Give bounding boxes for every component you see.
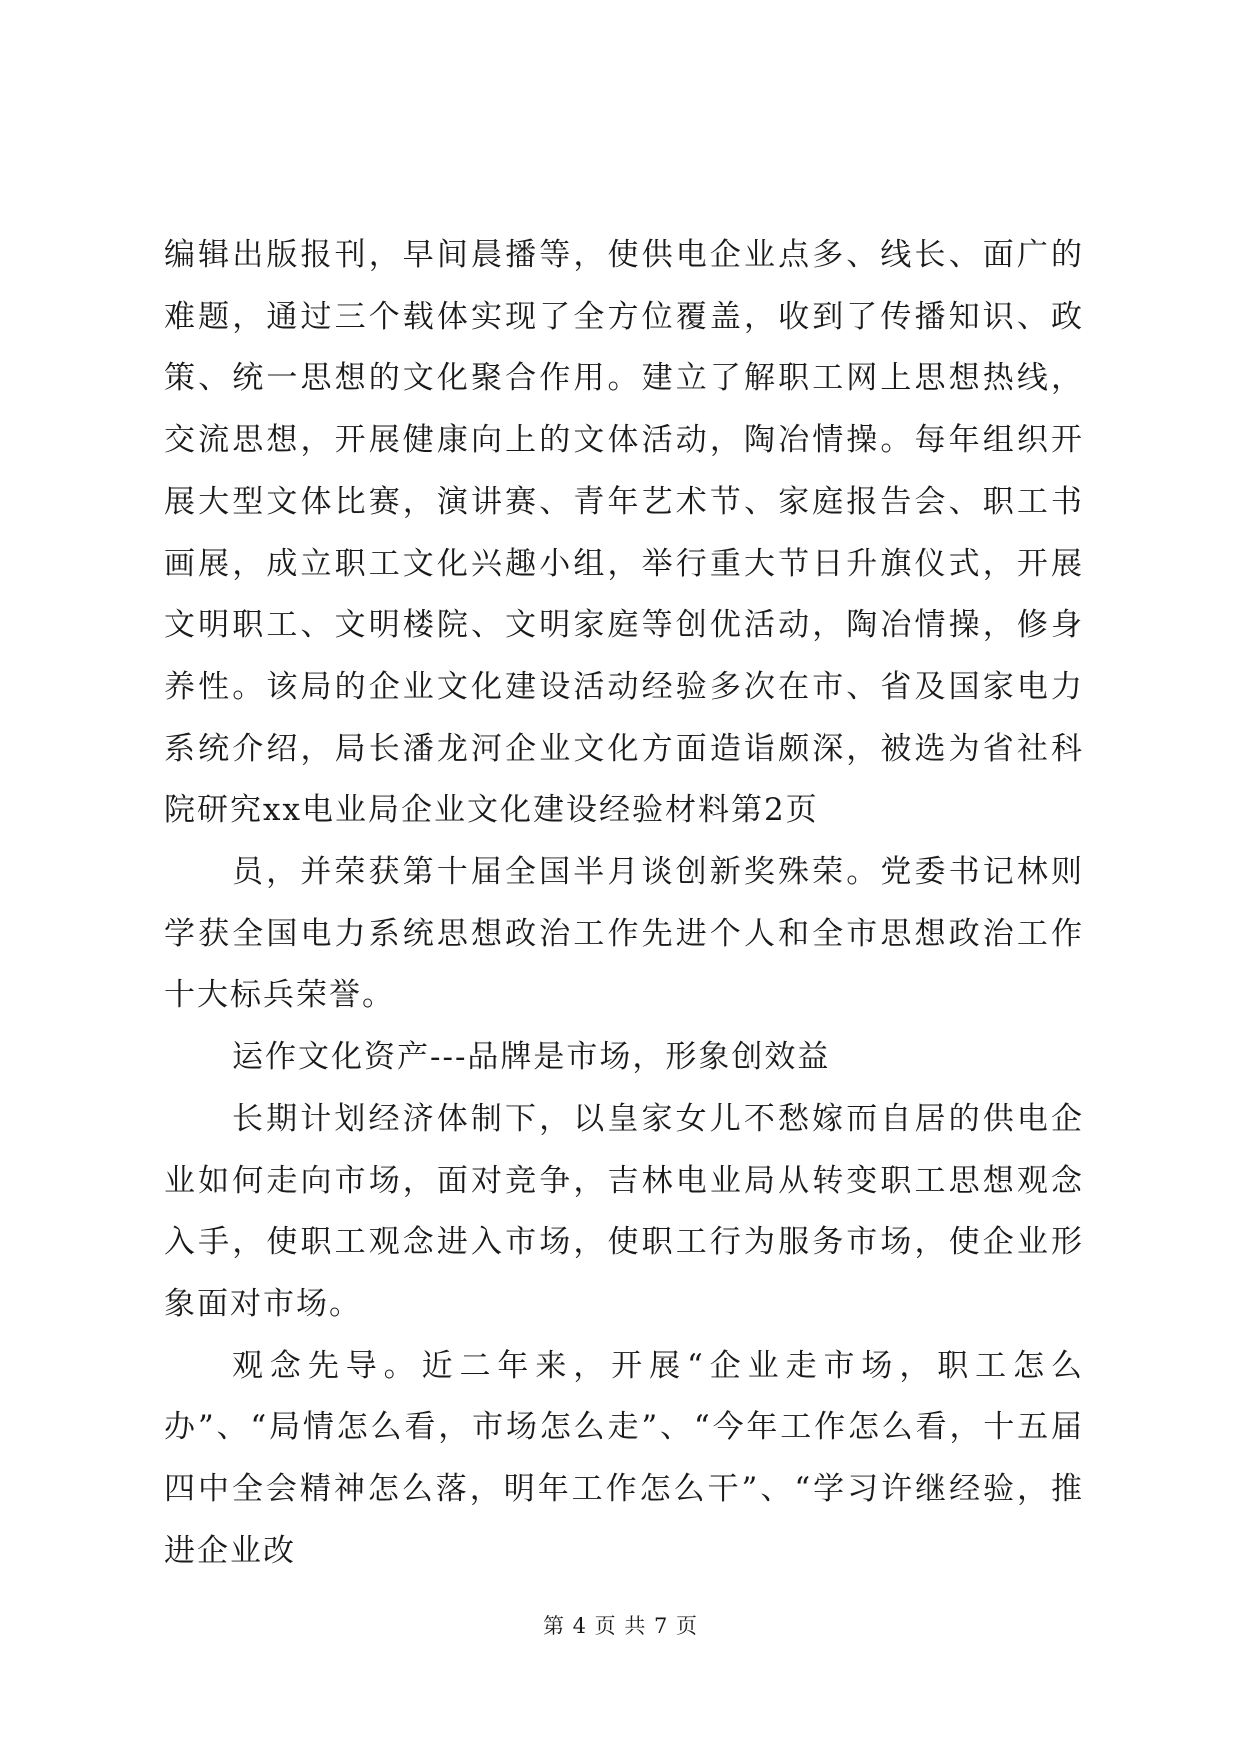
page-footer — [0, 1610, 1241, 1640]
section-heading: 运作文化资产---品牌是市场，形象创效益 — [232, 1039, 831, 1076]
paragraph-3: 长期计划经济体制下，以皇家女儿不愁嫁而自居的供电企业如何走向市场，面对竞争，吉林电业局从转变职工思想观念入手，使职工观念进入市场，使职工行为服务市场，使企业形象面对市场。 — [164, 1100, 1084, 1322]
paragraph-4: 观念先导。近二年来，开展“企业走市场，职工怎么办”、“局情怎么看，市场怎么走”、“今年工作怎么看，十五届四中全会精神怎么落，明年工作怎么干”、“学习许继经验，推进企业改 — [164, 1347, 1084, 1569]
page-number-label: 第 4 页 共 7 页 — [542, 1614, 699, 1638]
paragraph-2: 员，并荣获第十届全国半月谈创新奖殊荣。党委书记林则学获全国电力系统思想政治工作先进个人和全市思想政治工作十大标兵荣誉。 — [164, 854, 1084, 1014]
document-body — [164, 225, 1084, 1582]
paragraph-1: 编辑出版报刊，早间晨播等，使供电企业点多、线长、面广的难题，通过三个载体实现了全方位覆盖，收到了传播知识、政策、统一思想的文化聚合作用。建立了解职工网上思想热线，交流思想，开展健康向上的文体活动，陶冶情操。每年组织开展大型文体比赛，演讲赛、青年艺术节、家庭报告会、职工书画展，成立职工文化兴趣小组，举行重大节日升旗仪式，开展文明职工、文明楼院、文明家庭等创优活动，陶冶情操，修身养性。该局的企业文化建设活动经验多次在市、省及国家电力系统介绍，局长潘龙河企业文化方面造诣颇深，被选为省社科院研究xx电业局企业文化建设经验材料第2页 — [164, 237, 1084, 829]
